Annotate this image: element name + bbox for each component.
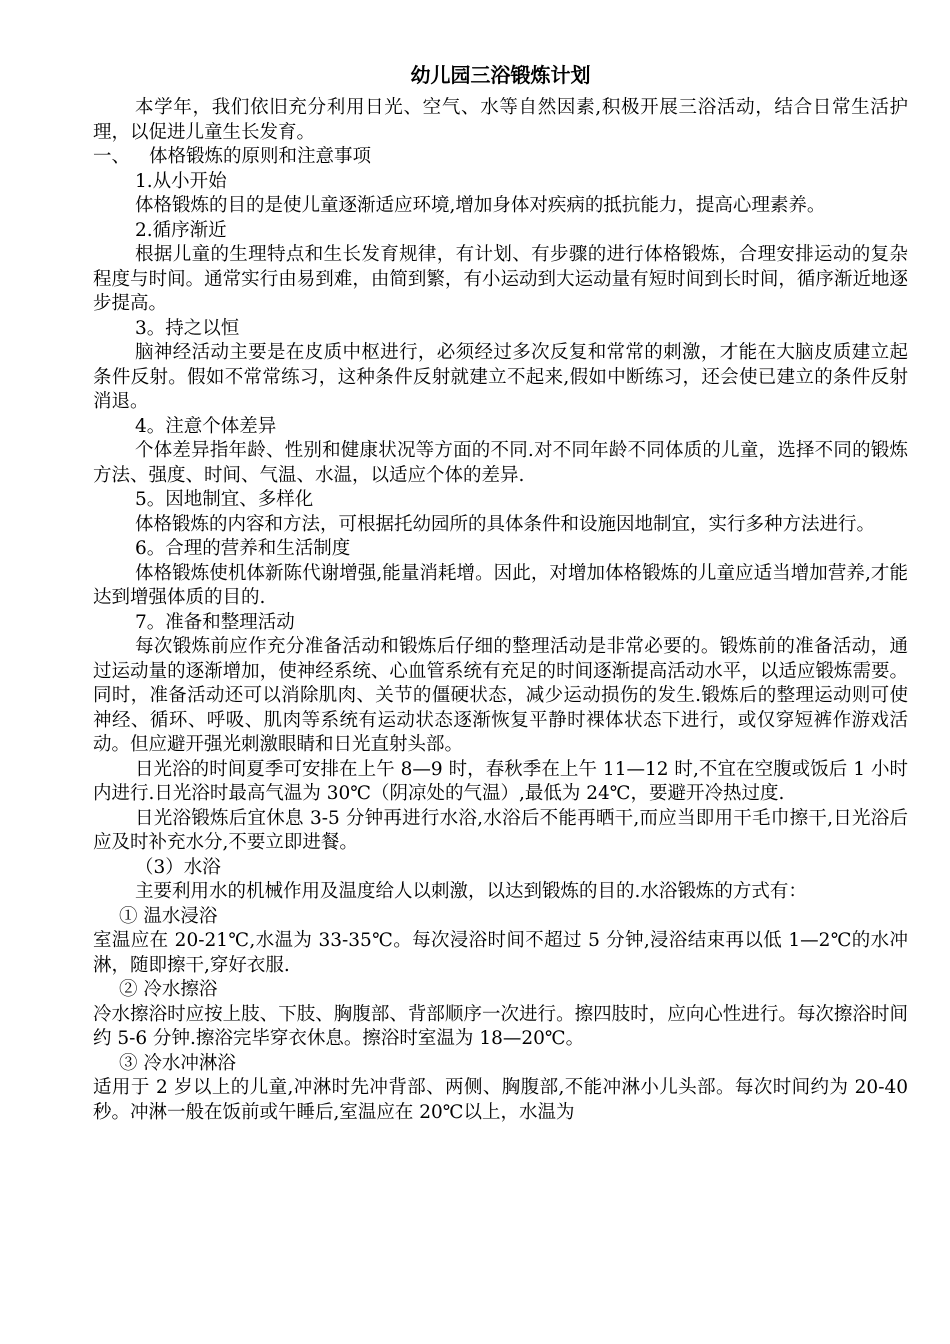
document-page (93, 62, 908, 1125)
principle-heading: 4。注意个体差异 (135, 415, 277, 437)
sunbath-after-paragraph: 日光浴锻炼后宜休息 3-5 分钟再进行水浴,水浴后不能再晒干,而应当即用干毛巾擦干,日光浴后应及时补充水分,不要立即进餐。 (93, 807, 908, 853)
principle-heading: 5。因地制宜、多样化 (135, 489, 314, 510)
method-body: 适用于 2 岁以上的儿童,冲淋时先冲背部、两侧、胸腹部,不能冲淋小儿头部。每次时间约为 20-40 秒。冲淋一般在饭前或午睡后,室温应在 20℃以上，水温为 (93, 1077, 908, 1123)
water-bath-heading: （3）水浴 (135, 856, 221, 878)
principle-heading: 1.从小开始 (135, 170, 227, 192)
principle-heading: 6。合理的营养和生活制度 (135, 538, 351, 559)
section-title: 体格锻炼的原则和注意事项 (149, 146, 372, 167)
water-bath-intro: 主要利用水的机械作用及温度给人以刺激，以达到锻炼的目的.水浴锻炼的方式有： (135, 881, 807, 902)
principle-body: 体格锻炼的目的是使儿童逐渐适应环境,增加身体对疾病的抵抗能力，提高心理素养。 (135, 195, 826, 216)
principle-heading: 2.循序渐近 (135, 219, 227, 241)
principle-heading: 7。准备和整理活动 (135, 611, 295, 633)
method-heading: ② 冷水擦浴 (119, 979, 218, 1000)
method-body: 冷水擦浴时应按上肢、下肢、胸腹部、背部顺序一次进行。擦四肢时，应向心性进行。每次擦浴时间约 5-6 分钟.擦浴完毕穿衣休息。擦浴时室温为 18—20℃。 (93, 1003, 908, 1049)
principle-body: 每次锻炼前应作充分准备活动和锻炼后仔细的整理活动是非常必要的。锻炼前的准备活动，通过运动量的逐渐增加，使神经系统、心血管系统有充足的时间逐渐提高活动水平，以适应锻炼需要。同时，准备活动还可以消除肌肉、关节的僵硬状态，减少运动损伤的发生.锻炼后的整理运动则可使神经、循环、呼吸、肌肉等系统有运动状态逐渐恢复平静时裸体状态下进行，或仅穿短裤作游戏活动。但应避开强光刺激眼睛和日光直射头部。 (93, 636, 908, 755)
principle-body: 根据儿童的生理特点和生长发育规律，有计划、有步骤的进行体格锻炼，合理安排运动的复杂程度与时间。通常实行由易到难，由简到繁，有小运动到大运动量有短时间到长时间，循序渐近地逐步提高。 (93, 244, 908, 314)
principle-heading: 3。持之以恒 (135, 317, 240, 339)
sunbath-time-paragraph: 日光浴的时间夏季可安排在上午 8—9 时，春秋季在上午 11—12 时,不宜在空腹或饭后 1 小时内进行.日光浴时最高气温为 30℃（阴凉处的气温）,最低为 24℃，要避开冷热过度. (93, 758, 908, 804)
method-heading: ① 温水浸浴 (119, 905, 218, 927)
principle-body: 个体差异指年龄、性别和健康状况等方面的不同.对不同年龄不同体质的儿童，选择不同的锻炼方法、强度、时间、气温、水温，以适应个体的差异. (93, 440, 908, 486)
method-heading: ③ 冷水冲淋浴 (119, 1052, 236, 1074)
section-number: 一、 (93, 146, 131, 167)
document-title: 幼儿园三浴锻炼计划 (410, 63, 591, 87)
principle-body: 脑神经活动主要是在皮质中枢进行，必须经过多次反复和常常的刺激，才能在大脑皮质建立起条件反射。假如不常常练习，这种条件反射就建立不起来,假如中断练习，还会使已建立的条件反射消退。 (93, 342, 908, 412)
principle-body: 体格锻炼使机体新陈代谢增强,能量消耗增。因此，对增加体格锻炼的儿童应适当增加营养,才能达到增强体质的目的. (93, 562, 908, 608)
principle-body: 体格锻炼的内容和方法，可根据托幼园所的具体条件和设施因地制宜，实行多种方法进行。 (135, 513, 876, 535)
intro-paragraph: 本学年，我们依旧充分利用日光、空气、水等自然因素,积极开展三浴活动，结合日常生活护理，以促进儿童生长发育。 (93, 97, 908, 143)
method-body: 室温应在 20-21℃,水温为 33-35℃。每次浸浴时间不超过 5 分钟,浸浴结束再以低 1—2℃的水冲淋，随即擦干,穿好衣服. (93, 930, 908, 976)
section-heading (93, 145, 908, 170)
